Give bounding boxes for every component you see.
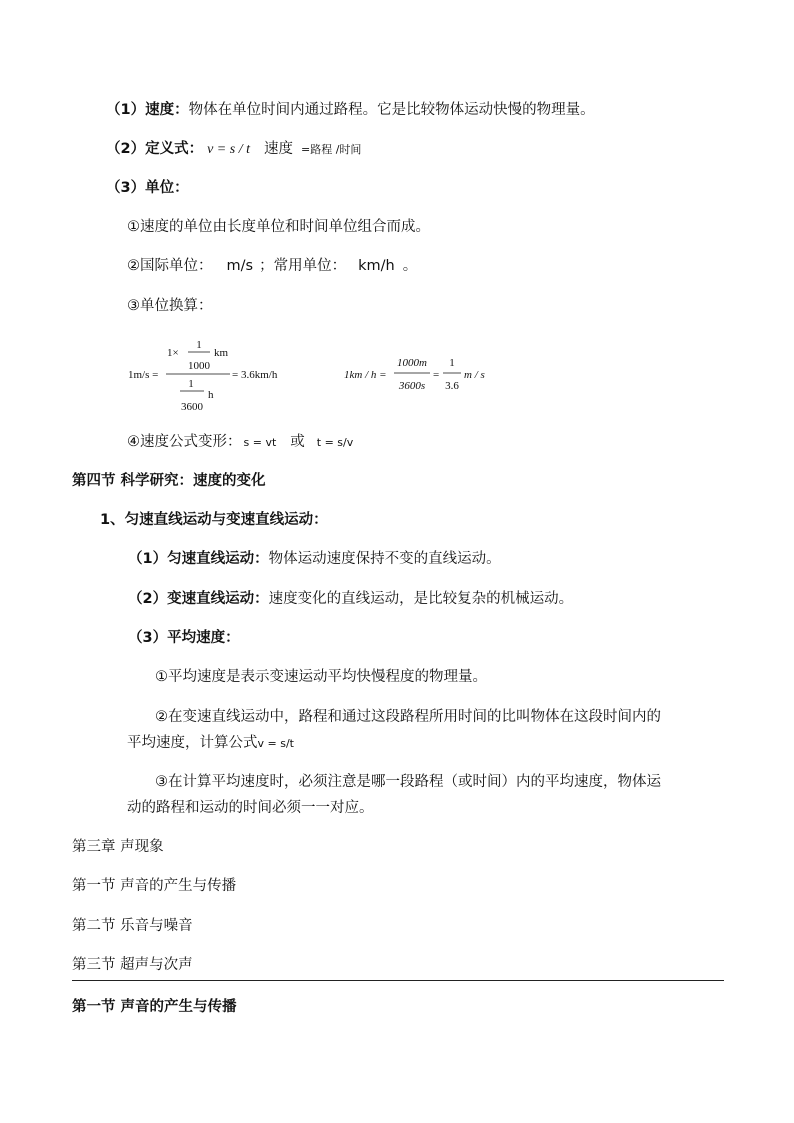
conv2-lhs: 1km / h = xyxy=(344,369,387,381)
speed-text: 物体在单位时间内通过路程。它是比较物体运动快慢的物理量。 xyxy=(188,102,595,118)
unit-conversion-ms-to-kmh xyxy=(120,336,310,418)
average-speed-label: （3）平均速度： xyxy=(128,630,240,646)
formula-definition xyxy=(106,139,361,160)
final-section-heading: 第一节 声音的产生与传播 xyxy=(72,999,237,1015)
average-speed-formula: v = s/t xyxy=(257,737,294,750)
toc-item: 第二节 乐音与噪音 xyxy=(72,918,193,934)
uniform-motion-label: （1）匀速直线运动： xyxy=(128,551,269,567)
variable-motion-text: 速度变化的直线运动，是比较复杂的机械运动。 xyxy=(268,591,574,607)
average-speed-item-2-line-2 xyxy=(127,733,294,754)
section-heading: 第四节 科学研究：速度的变化 xyxy=(72,473,266,489)
conv1-num-prefix: 1× xyxy=(167,347,179,359)
average-speed-item-3-line-2: 动的路程和运动的时间必须一一对应。 xyxy=(127,800,374,816)
average-speed-formula-label: 平均速度，计算公式 xyxy=(127,735,258,751)
units-label: （3）单位： xyxy=(106,180,189,196)
chapter-title: 第三章 声现象 xyxy=(72,839,164,855)
formula-variant-2: t = s/v xyxy=(316,436,354,449)
common-unit-label: ；常用单位： xyxy=(259,258,347,274)
formula-variant-1: s = vt xyxy=(243,436,277,449)
conv2-den: 3600s xyxy=(398,380,426,392)
formula-word: 速度 xyxy=(263,141,293,157)
average-speed-item-1: ①平均速度是表示变速运动平均快慢程度的物理量。 xyxy=(155,669,487,685)
formula-variant-or: 或 xyxy=(290,434,305,450)
units-item-2 xyxy=(127,256,417,276)
unit-conversion-kmh-to-ms xyxy=(340,348,500,398)
si-unit-label: ②国际单位： xyxy=(127,258,213,274)
toc-item: 第一节 声音的产生与传播 xyxy=(72,878,237,894)
formula-variants-label: ④速度公式变形： xyxy=(127,434,242,450)
uniform-motion-text: 物体运动速度保持不变的直线运动。 xyxy=(268,551,501,567)
conv2-num: 1000m xyxy=(397,357,427,369)
formula-expression: v = s / t xyxy=(207,142,250,157)
horizontal-divider xyxy=(72,980,724,981)
average-speed-item-2-line-1: ②在变速直线运动中，路程和通过这段路程所用时间的比叫物体在这段时间内的 xyxy=(155,709,661,725)
conv1-den-num: 1 xyxy=(188,378,194,390)
conv2-unit: m / s xyxy=(464,369,485,381)
conv1-frac-den: 1000 xyxy=(188,360,210,372)
speed-definition xyxy=(106,100,595,120)
conv1-result: = 3.6km/h xyxy=(232,369,278,381)
formula-word-expression: =路程 /时间 xyxy=(300,143,362,156)
units-item-4 xyxy=(127,432,353,453)
units-item-2-end: 。 xyxy=(402,258,418,274)
conv1-den-unit: h xyxy=(208,389,214,401)
average-speed-item-3-line-1: ③在计算平均速度时，必须注意是哪一段路程（或时间）内的平均速度，物体运 xyxy=(155,774,661,790)
conv2-frac-den: 3.6 xyxy=(445,380,459,392)
uniform-motion xyxy=(128,549,501,569)
subsection-heading: 1、匀速直线运动与变速直线运动： xyxy=(100,512,328,528)
conv1-frac-num: 1 xyxy=(196,339,202,351)
toc-item: 第三节 超声与次声 xyxy=(72,957,193,973)
speed-label: （1）速度： xyxy=(106,102,189,118)
si-unit: m/s xyxy=(226,258,254,274)
variable-motion xyxy=(128,589,573,609)
units-item-1: ①速度的单位由长度单位和时间单位组合而成。 xyxy=(127,219,430,235)
common-unit: km/h xyxy=(358,258,395,274)
units-item-3: ③单位换算： xyxy=(127,298,213,314)
conv2-frac-num: 1 xyxy=(449,357,455,369)
conv2-eq: = xyxy=(433,369,440,381)
conv1-num-unit: km xyxy=(214,347,229,359)
formula-label: （2）定义式： xyxy=(106,141,204,157)
conv1-lhs: 1m/s = xyxy=(128,369,159,381)
conv1-den-den: 3600 xyxy=(181,401,203,413)
variable-motion-label: （2）变速直线运动： xyxy=(128,591,269,607)
